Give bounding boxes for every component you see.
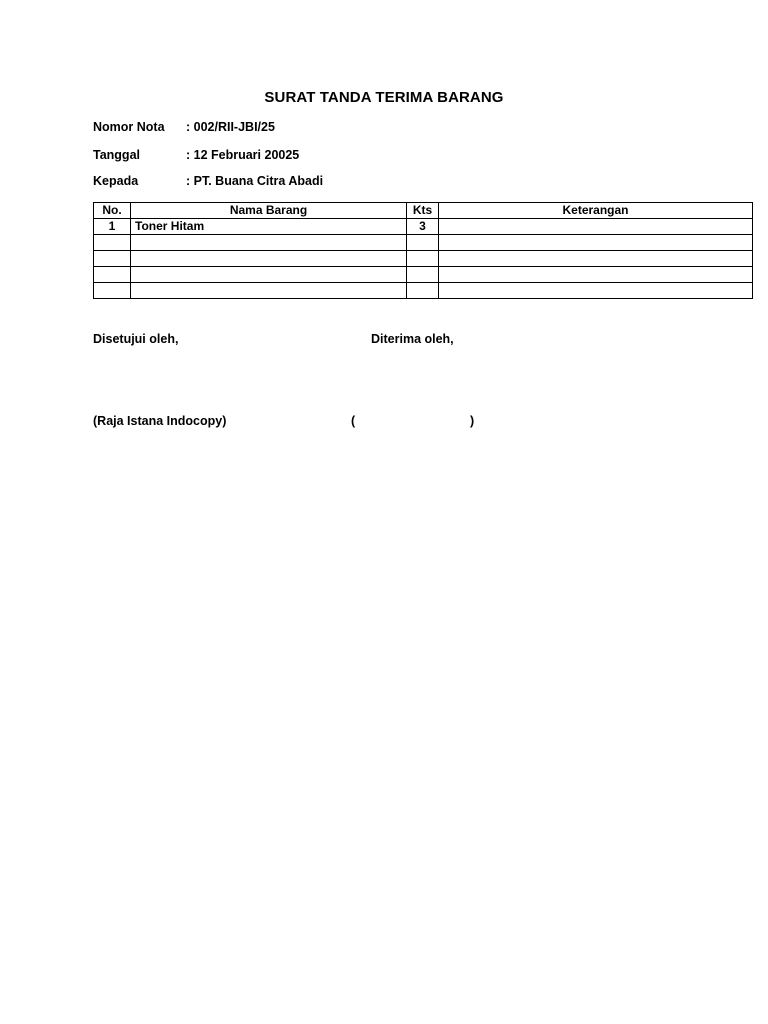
table-row	[94, 251, 753, 267]
header-nama-barang: Nama Barang	[131, 203, 407, 219]
cell-no	[94, 267, 131, 283]
cell-nama-barang	[131, 267, 407, 283]
approved-by-name: (Raja Istana Indocopy)	[93, 414, 227, 428]
cell-kts	[407, 267, 439, 283]
field-kepada	[93, 174, 323, 188]
document-title: SURAT TANDA TERIMA BARANG	[264, 89, 504, 106]
cell-no	[94, 251, 131, 267]
cell-keterangan	[439, 267, 753, 283]
cell-no	[94, 235, 131, 251]
field-value: : PT. Buana Citra Abadi	[186, 174, 324, 188]
cell-kts	[407, 283, 439, 299]
field-label: Nomor Nota	[93, 120, 165, 134]
cell-kts	[407, 235, 439, 251]
field-value: : 12 Februari 20025	[186, 148, 300, 162]
cell-nama-barang	[131, 235, 407, 251]
cell-nama-barang	[131, 251, 407, 267]
cell-keterangan	[439, 219, 753, 235]
cell-nama-barang	[131, 283, 407, 299]
approved-by-label: Disetujui oleh,	[93, 332, 179, 346]
field-value: : 002/RII-JBI/25	[186, 120, 275, 134]
received-by-open-paren: (	[351, 414, 356, 428]
table-header-row	[94, 203, 753, 219]
table-row	[94, 219, 753, 235]
received-by-close-paren: )	[470, 414, 475, 428]
table-row	[94, 235, 753, 251]
header-no: No.	[94, 203, 131, 219]
header-keterangan: Keterangan	[439, 203, 753, 219]
cell-no: 1	[94, 219, 131, 235]
field-label: Tanggal	[93, 148, 140, 162]
cell-keterangan	[439, 235, 753, 251]
table-row	[94, 267, 753, 283]
cell-keterangan	[439, 251, 753, 267]
table-row	[94, 283, 753, 299]
header-kts: Kts	[407, 203, 439, 219]
field-nomor-nota	[93, 120, 275, 134]
cell-kts: 3	[407, 219, 439, 235]
cell-keterangan	[439, 283, 753, 299]
cell-nama-barang: Toner Hitam	[131, 219, 407, 235]
cell-no	[94, 283, 131, 299]
received-by-label: Diterima oleh,	[371, 332, 454, 346]
field-tanggal	[93, 148, 299, 162]
field-label: Kepada	[93, 174, 139, 188]
cell-kts	[407, 251, 439, 267]
items-table	[93, 202, 753, 299]
